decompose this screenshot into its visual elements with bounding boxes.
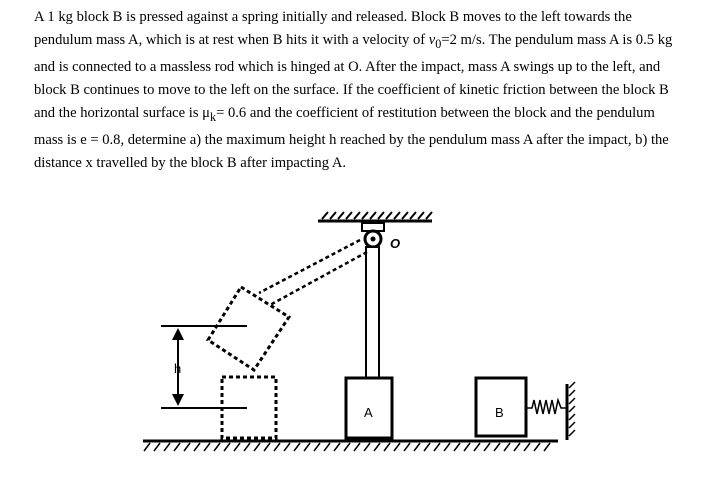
initial-velocity-value: =2 m/s — [441, 32, 482, 48]
problem-text-part-1: A 1 kg block B is pressed against a spring initially and released. Block B moves to the left towards the pendulum mass A, which is at rest when B hits it with a velocity of — [34, 9, 632, 48]
height-label-h: h — [174, 361, 182, 376]
ground — [143, 441, 558, 451]
problem-text-part-2: . The pendulum mass A is 0.5 kg and is connected to a massless rod which is hinged at O. After the impact, mass A swings up to the left, and block B continues to move to the left on the surface. If the coefficient of kinetic friction between the block B and the horizontal surface is — [34, 32, 673, 121]
hinge-pin — [362, 223, 384, 247]
wall — [567, 382, 575, 440]
problem-text-part-3: and the coefficient of restitution between the block and the pendulum mass is e = 0.8, determine a) the maximum height h reached by the pendulum mass A after the impact, b) the distance x travelled by the block B after impacting A. — [34, 104, 669, 171]
initial-velocity-subscript: 0 — [435, 36, 442, 51]
mass-a-label: A — [364, 405, 373, 420]
hinge-label-o: O — [390, 236, 401, 251]
block-b-label: B — [495, 405, 504, 420]
friction-coefficient-symbol: μ — [202, 104, 210, 121]
pendulum-rod — [366, 247, 379, 378]
initial-velocity-symbol: v — [428, 32, 436, 48]
ceiling-support — [318, 212, 432, 221]
friction-coefficient-value: = 0.6 — [216, 104, 247, 121]
friction-coefficient-subscript: k — [210, 109, 217, 124]
spring — [526, 400, 566, 414]
swung-pendulum-dashed — [208, 240, 367, 370]
